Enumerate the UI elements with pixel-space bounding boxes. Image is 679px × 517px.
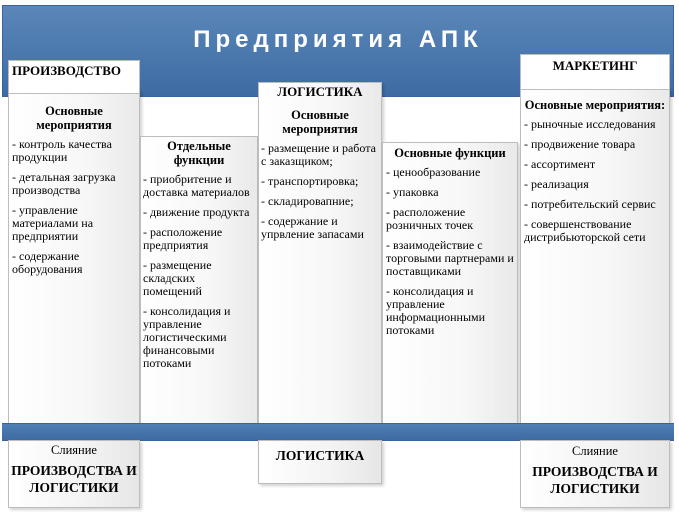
list-item: - размещение складских помещений [143, 258, 212, 298]
footer-right [520, 440, 670, 508]
list-item: - содержание и упрвление запасами [261, 214, 364, 241]
list-item: - расположение розничных точек [386, 205, 474, 232]
separate-functions-subheader: Отдельные функции [167, 139, 231, 167]
list-item: - реализация [524, 177, 589, 191]
list-item: - продвижение товара [524, 137, 636, 151]
marketing-items [524, 118, 666, 244]
footer-right-title: ПРОИЗВОДСТВА И ЛОГИСТИКИ [532, 464, 658, 496]
list-item: - приобритение и доставка материалов [143, 172, 250, 199]
list-item: - размещение и работа с заказщиком; [261, 141, 376, 168]
list-item: - ассортимент [524, 157, 596, 171]
list-item: - складировапние; [261, 194, 354, 208]
footer-right-label: Слияние [572, 444, 618, 458]
list-item: - совершенствование дистрибьюторской сети [524, 217, 646, 244]
bottom-banner [2, 423, 674, 441]
list-item: - управление материалами на предприятии [12, 203, 94, 243]
logistics-items [261, 142, 379, 241]
production-body [12, 104, 136, 283]
list-item: - консолидация и управление логистическими финансовыми потоками [143, 304, 231, 370]
list-item: - детальная загрузка производства [12, 170, 116, 197]
diagram-title: Предприятия АПК [193, 26, 483, 53]
logistics-body [261, 108, 379, 248]
marketing-subheader: Основные мероприятия: [524, 98, 666, 112]
logistics-header: ЛОГИСТИКА [277, 84, 363, 99]
logistics-subheader: Основные мероприятия [282, 108, 358, 136]
footer-center [258, 440, 382, 484]
main-functions-body [386, 146, 514, 344]
footer-left-label: Слияние [51, 443, 97, 457]
list-item: - контроль качества продукции [12, 137, 112, 164]
list-item: - транспортировка; [261, 174, 359, 188]
list-item: - расположение предприятия [143, 225, 223, 252]
main-functions-items [386, 166, 514, 337]
production-subheader: Основные мероприятия [36, 104, 112, 132]
list-item: - содержание оборудования [12, 249, 83, 276]
list-item: - рыночные исследования [524, 117, 656, 131]
production-header: ПРОИЗВОДСТВО [8, 60, 140, 94]
marketing-header: МАРКЕТИНГ [520, 54, 670, 90]
list-item: - движение продукта [143, 205, 250, 219]
list-item: - консолидация и управление информационными потоками [386, 284, 486, 337]
list-item: - потребительский сервис [524, 197, 656, 211]
separate-functions-body [143, 139, 255, 377]
production-items [12, 138, 136, 276]
footer-center-title: ЛОГИСТИКА [275, 448, 365, 463]
list-item: - ценообразование [386, 165, 481, 179]
list-item: - взаимодействие с торговыми партнерами и поставщиками [386, 238, 514, 278]
main-functions-subheader: Основные функции [394, 146, 506, 160]
footer-left-title: ПРОИЗВОДСТВА И ЛОГИСТИКИ [11, 463, 137, 495]
footer-left [8, 440, 140, 508]
marketing-body [524, 98, 666, 251]
list-item: - упаковка [386, 185, 439, 199]
separate-functions-items [143, 173, 255, 370]
